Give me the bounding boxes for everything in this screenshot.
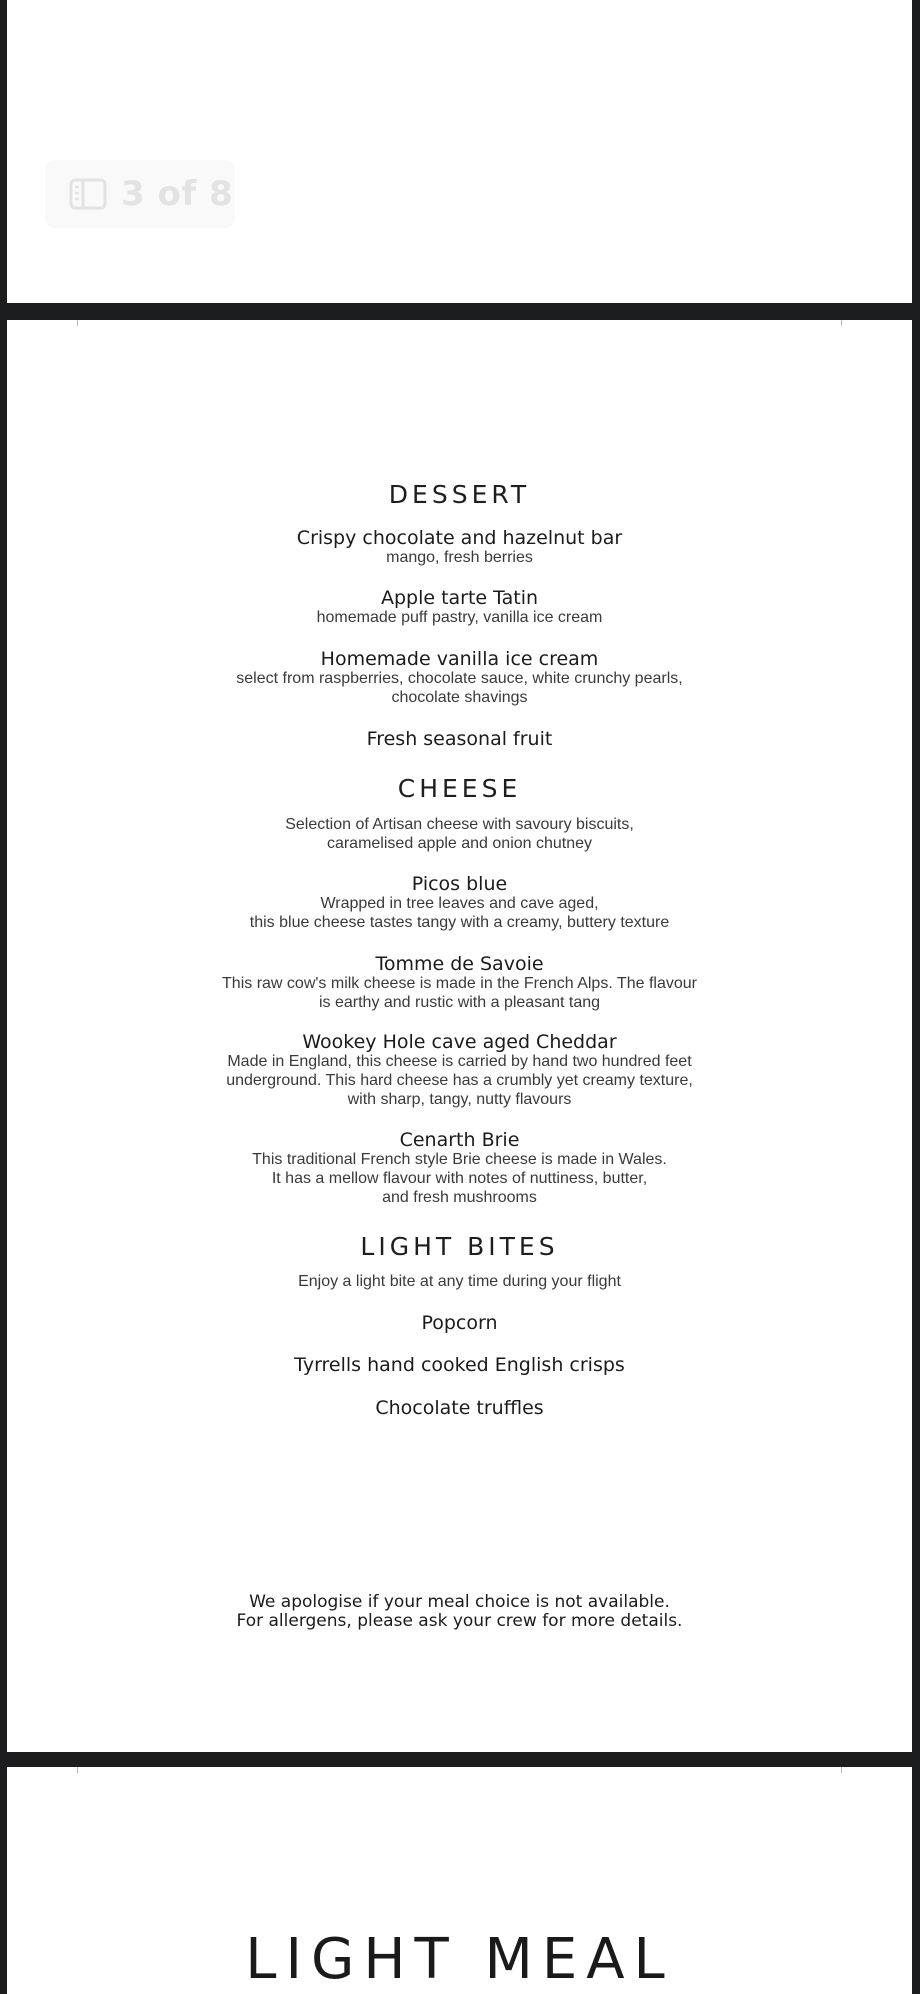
light-bites-intro: Enjoy a light bite at any time during your flight: [298, 1273, 621, 1290]
cheese-item-name: Tomme de Savoie: [375, 953, 544, 975]
sidebar-icon: [69, 178, 107, 210]
dessert-item-name: Homemade vanilla ice cream: [320, 648, 599, 670]
light-bites-title: LIGHT BITES: [360, 1232, 559, 1261]
light-bites-item: Chocolate truffles: [375, 1397, 544, 1419]
cheese-item-name: Cenarth Brie: [399, 1129, 520, 1151]
cheese-item-desc: Made in England, this cheese is carried by hand two hundred feet: [227, 1053, 692, 1070]
dessert-item-name: Fresh seasonal fruit: [366, 728, 553, 750]
crop-mark: [841, 1767, 842, 1773]
page-3: [7, 320, 912, 1752]
dessert-item-name: Crispy chocolate and hazelnut bar: [296, 527, 623, 549]
page-4-top: [7, 1767, 912, 1994]
cheese-title: CHEESE: [397, 774, 522, 803]
cheese-item-name: Wookey Hole cave aged Cheddar: [302, 1031, 617, 1053]
dessert-item-desc: homemade puff pastry, vanilla ice cream: [316, 609, 603, 626]
cheese-item-name: Picos blue: [411, 873, 508, 895]
cheese-item-desc: underground. This hard cheese has a crumbly yet creamy texture,: [226, 1072, 693, 1089]
light-meal-title: LIGHT MEAL: [245, 1927, 674, 1992]
dessert-item-name: Apple tarte Tatin: [380, 587, 539, 609]
cheese-item-desc: is earthy and rustic with a pleasant tang: [318, 994, 601, 1011]
dessert-item-desc: mango, fresh berries: [386, 549, 533, 566]
dessert-title: DESSERT: [388, 480, 531, 509]
cheese-item-desc: Wrapped in tree leaves and cave aged,: [320, 895, 599, 912]
cheese-item-desc: This raw cow's milk cheese is made in the French Alps. The flavour: [222, 975, 697, 992]
dessert-item-desc: select from raspberries, chocolate sauce, white crunchy pearls,: [236, 670, 683, 687]
footer-note: For allergens, please ask your crew for more details.: [236, 1611, 683, 1631]
cheese-item-desc: with sharp, tangy, nutty flavours: [347, 1091, 572, 1108]
page-indicator[interactable]: [45, 160, 235, 228]
cheese-item-desc: It has a mellow flavour with notes of nuttiness, butter,: [271, 1170, 648, 1187]
cheese-intro: caramelised apple and onion chutney: [326, 835, 593, 852]
crop-mark: [77, 1767, 78, 1773]
cheese-item-desc: This traditional French style Brie cheese is made in Wales.: [252, 1151, 667, 1168]
dessert-item-desc: chocolate shavings: [391, 689, 528, 706]
page-2-bottom: [7, 0, 912, 303]
cheese-intro: Selection of Artisan cheese with savoury biscuits,: [285, 816, 634, 833]
light-bites-item: Tyrrells hand cooked English crisps: [294, 1354, 625, 1376]
footer-note: We apologise if your meal choice is not available.: [249, 1592, 670, 1612]
cheese-item-desc: and fresh mushrooms: [382, 1189, 537, 1206]
cheese-item-desc: this blue cheese tastes tangy with a creamy, buttery texture: [249, 914, 670, 931]
crop-mark: [841, 320, 842, 326]
crop-mark: [77, 320, 78, 326]
light-bites-item: Popcorn: [421, 1312, 498, 1334]
page-indicator-text: 3 of 8: [121, 174, 234, 214]
